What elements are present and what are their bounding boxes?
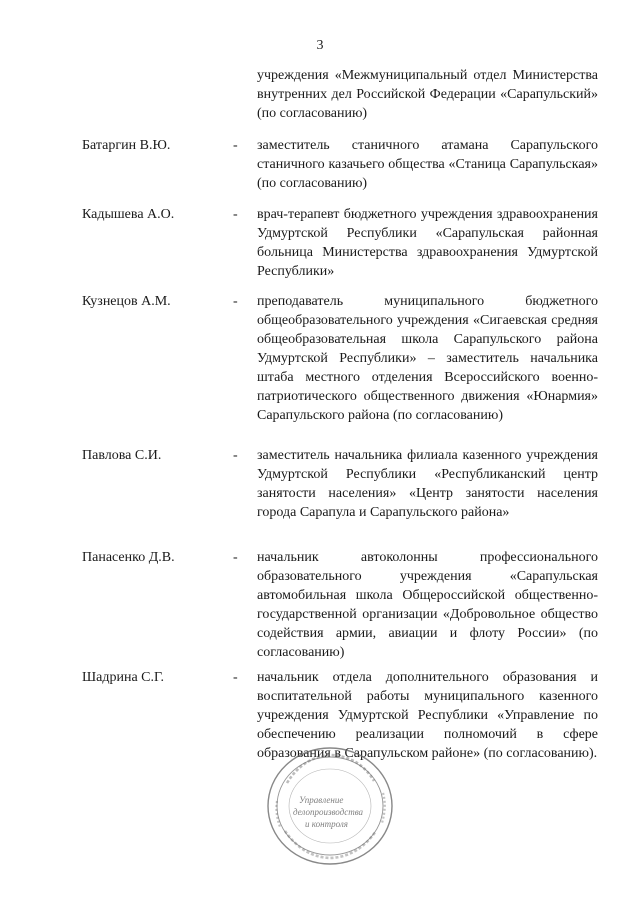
stamp-text-line: Управление — [299, 795, 344, 805]
member-dash: - — [233, 448, 238, 463]
member-position: заместитель станичного атамана Сарапульского станичного казачьего общества «Станица Сарапульская» (по согласованию) — [257, 138, 598, 191]
member-position: заместитель начальника филиала казенного учреждения Удмуртской Республики «Республиканский центр занятости населения» «Центр занятости населения города Сарапула и Сарапульского района» — [257, 448, 598, 520]
member-name: Кузнецов А.М. — [82, 294, 171, 309]
member-dash: - — [233, 138, 238, 153]
member-dash: - — [233, 550, 238, 565]
member-position: начальник отдела дополнительного образования и воспитательной работы муниципального казенного учреждения Удмуртской Республики «Управление по обеспечению реализации полномочий в сфере образования в Сарапульском районе» (по согласованию). — [257, 670, 598, 761]
member-dash: - — [233, 207, 238, 222]
member-name: Кадышева А.О. — [82, 207, 175, 222]
member-name: Панасенко Д.В. — [82, 550, 175, 565]
page-number: 3 — [316, 38, 324, 53]
member-dash: - — [233, 294, 238, 309]
member-name: Павлова С.И. — [82, 448, 162, 463]
stamp-text-line: и контроля — [305, 819, 348, 829]
official-stamp-seal — [263, 743, 398, 868]
continuation-text: учреждения «Межмуниципальный отдел Министерства внутренних дел Российской Федерации «Сарапульский» (по согласованию) — [257, 68, 598, 121]
member-dash: - — [233, 670, 238, 685]
member-position: начальник автоколонны профессионального образовательного учреждения «Сарапульская автомобильная школа Общероссийской общественно-государственной организации «Добровольное общество содействия армии, авиации и флоту России» (по согласованию) — [257, 550, 598, 660]
stamp-text-line: делопроизводства — [293, 807, 364, 817]
member-position: преподаватель муниципального бюджетного общеобразовательного учреждения «Сигаевская средняя общеобразовательная школа Сарапульского района Удмуртской Республики» – заместитель начальника штаба местного отделения Всероссийского военно-патриотического общественного движения «Юнармия» Сарапульского района (по согласованию) — [257, 294, 598, 423]
member-position: врач-терапевт бюджетного учреждения здравоохранения Удмуртской Республики «Сарапульская районная больница Министерства здравоохранения Удмуртской Республики» — [257, 207, 598, 279]
member-name: Батаргин В.Ю. — [82, 138, 171, 153]
member-name: Шадрина С.Г. — [82, 670, 165, 685]
